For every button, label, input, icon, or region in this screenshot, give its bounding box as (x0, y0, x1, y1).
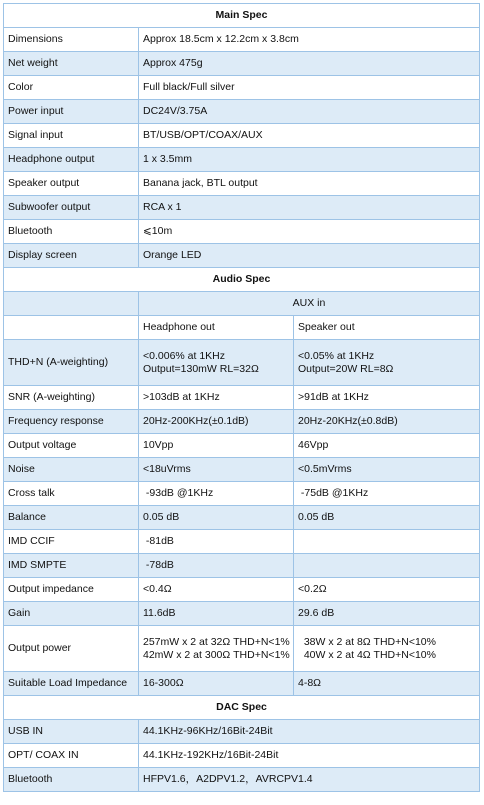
speaker-value-line: 4-8Ω (298, 677, 322, 689)
section-title: DAC Spec (4, 696, 480, 720)
speaker-value-line: <0.5mVrms (298, 463, 352, 475)
speaker-value (294, 410, 480, 434)
aux-in-row (4, 292, 480, 316)
speaker-value-line: >91dB at 1KHz (298, 391, 369, 403)
row-label: THD+N (A-weighting) (4, 340, 139, 386)
aux-in-label: AUX in (139, 292, 480, 316)
row-label: Gain (4, 602, 139, 626)
headphone-value-line: 257mW x 2 at 32Ω THD+N<1% (143, 635, 290, 648)
row-label: Net weight (4, 52, 139, 76)
empty-cell (4, 292, 139, 316)
row-label: Dimensions (4, 28, 139, 52)
headphone-value (139, 340, 294, 386)
audio-spec-row (4, 482, 480, 506)
spec-row-net-weight (4, 52, 480, 76)
row-label: Output voltage (4, 434, 139, 458)
headphone-value-line: 20Hz-200KHz(±0.1dB) (143, 415, 249, 427)
audio-spec-row (4, 578, 480, 602)
audio-spec-row (4, 386, 480, 410)
headphone-value (139, 458, 294, 482)
dac-spec-row (4, 744, 480, 768)
audio-spec-row (4, 340, 480, 386)
audio-spec-row (4, 506, 480, 530)
speaker-value-line: 38W x 2 at 8Ω THD+N<10% (298, 635, 436, 648)
row-label: Bluetooth (4, 768, 139, 792)
audio-spec-row (4, 434, 480, 458)
row-label: Speaker output (4, 172, 139, 196)
spec-row-display-screen (4, 244, 480, 268)
row-label: Subwoofer output (4, 196, 139, 220)
headphone-value-line: Output=130mW RL=32Ω (143, 362, 259, 375)
section-header-main-spec (4, 4, 480, 28)
row-label: OPT/ COAX IN (4, 744, 139, 768)
headphone-value-line: 10Vpp (143, 439, 174, 451)
headphone-value-line: 11.6dB (143, 607, 176, 619)
headphone-value (139, 506, 294, 530)
headphone-value-line: <0.4Ω (143, 583, 172, 595)
speaker-value-line: -75dB @1KHz (298, 487, 369, 499)
row-label: Color (4, 76, 139, 100)
headphone-value-line: -81dB (143, 535, 174, 547)
row-value: DC24V/3.75A (139, 100, 480, 124)
speaker-value (294, 530, 480, 554)
speaker-value (294, 626, 480, 672)
column-header-headphone: Headphone out (139, 316, 294, 340)
speaker-value-line: 0.05 dB (298, 511, 335, 523)
row-value: HFPV1.6，A2DPV1.2，AVRCPV1.4 (139, 768, 480, 792)
speaker-value (294, 672, 480, 696)
section-title: Main Spec (4, 4, 480, 28)
spec-row-subwoofer-output (4, 196, 480, 220)
audio-spec-row (4, 626, 480, 672)
headphone-value-line: 42mW x 2 at 300Ω THD+N<1% (143, 648, 290, 661)
speaker-value-line: 46Vpp (298, 439, 329, 451)
row-label: IMD SMPTE (4, 554, 139, 578)
headphone-value-line: <0.006% at 1KHz (143, 349, 226, 362)
dac-spec-row (4, 720, 480, 744)
spec-row-color (4, 76, 480, 100)
headphone-value-line: -93dB @1KHz (143, 487, 214, 499)
headphone-value-line: <18uVrms (143, 463, 191, 475)
spec-table-body (4, 4, 480, 792)
spec-row-headphone-output (4, 148, 480, 172)
row-label: Output power (4, 626, 139, 672)
spec-row-bluetooth (4, 220, 480, 244)
speaker-value-line: <0.2Ω (298, 583, 327, 595)
row-label: Noise (4, 458, 139, 482)
headphone-value (139, 554, 294, 578)
row-value: Full black/Full silver (139, 76, 480, 100)
column-header-speaker: Speaker out (294, 316, 480, 340)
audio-spec-row (4, 554, 480, 578)
audio-spec-row (4, 602, 480, 626)
headphone-value-line: 0.05 dB (143, 511, 180, 523)
row-label: Display screen (4, 244, 139, 268)
speaker-value (294, 602, 480, 626)
audio-spec-row (4, 458, 480, 482)
headphone-value (139, 410, 294, 434)
row-value: 44.1KHz-96KHz/16Bit-24Bit (139, 720, 480, 744)
audio-spec-row (4, 410, 480, 434)
headphone-value (139, 578, 294, 602)
section-header-audio-spec (4, 268, 480, 292)
spec-row-signal-input (4, 124, 480, 148)
headphone-value (139, 626, 294, 672)
row-value: BT/USB/OPT/COAX/AUX (139, 124, 480, 148)
row-value: Banana jack, BTL output (139, 172, 480, 196)
row-label: Output impedance (4, 578, 139, 602)
spec-row-power-input (4, 100, 480, 124)
dac-spec-row (4, 768, 480, 792)
headphone-value (139, 530, 294, 554)
speaker-value (294, 434, 480, 458)
section-header-dac-spec (4, 696, 480, 720)
speaker-value-line: Output=20W RL=8Ω (298, 362, 394, 375)
audio-spec-row (4, 672, 480, 696)
row-value: Approx 18.5cm x 12.2cm x 3.8cm (139, 28, 480, 52)
speaker-value (294, 578, 480, 602)
row-label: SNR (A-weighting) (4, 386, 139, 410)
speaker-value (294, 506, 480, 530)
row-label: Power input (4, 100, 139, 124)
row-label: Suitable Load Impedance (4, 672, 139, 696)
audio-spec-row (4, 530, 480, 554)
spec-table (3, 3, 480, 792)
row-label: USB IN (4, 720, 139, 744)
row-value: 1 x 3.5mm (139, 148, 480, 172)
row-label: Signal input (4, 124, 139, 148)
row-label: Headphone output (4, 148, 139, 172)
audio-column-headers (4, 316, 480, 340)
row-value: Orange LED (139, 244, 480, 268)
spec-row-speaker-output (4, 172, 480, 196)
headphone-value (139, 386, 294, 410)
row-value: Approx 475g (139, 52, 480, 76)
headphone-value-line: -78dB (143, 559, 174, 571)
row-label: Frequency response (4, 410, 139, 434)
headphone-value (139, 434, 294, 458)
section-title: Audio Spec (4, 268, 480, 292)
row-label: IMD CCIF (4, 530, 139, 554)
speaker-value-line: 20Hz-20KHz(±0.8dB) (298, 415, 398, 427)
row-label: Bluetooth (4, 220, 139, 244)
speaker-value-line: <0.05% at 1KHz (298, 349, 375, 362)
row-label: Balance (4, 506, 139, 530)
headphone-value (139, 482, 294, 506)
empty-cell (4, 316, 139, 340)
speaker-value (294, 386, 480, 410)
spec-row-dimensions (4, 28, 480, 52)
speaker-value (294, 458, 480, 482)
row-value: ⩽10m (139, 220, 480, 244)
speaker-value-line: 40W x 2 at 4Ω THD+N<10% (298, 648, 436, 661)
headphone-value (139, 672, 294, 696)
headphone-value-line: >103dB at 1KHz (143, 391, 220, 403)
speaker-value (294, 554, 480, 578)
headphone-value (139, 602, 294, 626)
speaker-value (294, 340, 480, 386)
row-label: Cross talk (4, 482, 139, 506)
speaker-value-line: 29.6 dB (298, 607, 335, 619)
row-value: RCA x 1 (139, 196, 480, 220)
row-value: 44.1KHz-192KHz/16Bit-24Bit (139, 744, 480, 768)
headphone-value-line: 16-300Ω (143, 677, 184, 689)
speaker-value (294, 482, 480, 506)
